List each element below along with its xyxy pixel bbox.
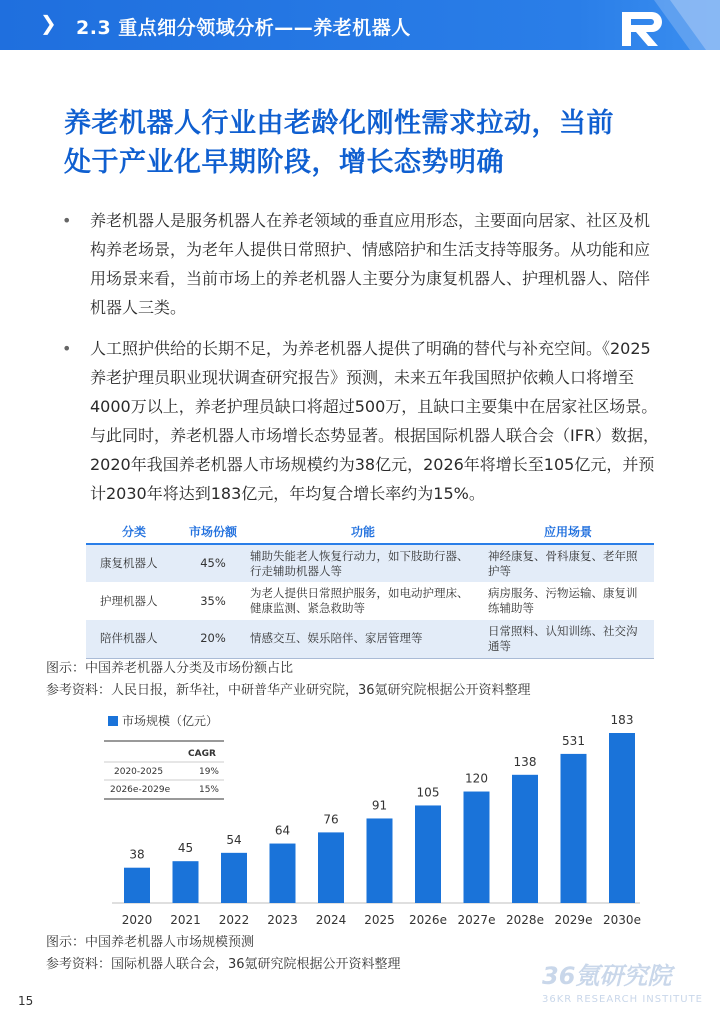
table-header-row: [86, 520, 654, 544]
page-heading: [64, 104, 664, 182]
robot-category-table: [86, 520, 654, 659]
source-note: 参考资料：人民日报，新华社，中研普华产业研究院，36氪研究院根据公开资料整理: [46, 683, 531, 698]
x-tick-label: 2021: [170, 913, 201, 927]
table-header-cell: 功能: [244, 520, 482, 544]
x-tick-label: 2027e: [457, 913, 496, 927]
chart-bar: [561, 754, 587, 903]
watermark-cn: 36氪研究院: [542, 962, 672, 990]
bar-value-label: 45: [177, 841, 194, 856]
chart-bar: [609, 733, 635, 903]
scenario-cell: 日常照料、认知训练、社交沟通等: [482, 620, 654, 658]
bar-value-label: 138: [513, 754, 537, 769]
bullet-text: 养老机器人是服务机器人在养老领域的垂直应用形态，主要面向居家、社区及机构养老场景，为老年人提供日常照护、情感陪护和生活支持等服务。从功能和应用场景来看，当前市场上的养老机器人主要分为康复机器人、护理机器人、陪伴机器人三类。: [90, 211, 651, 317]
chart-bar: [415, 805, 441, 903]
bar-value-label: 531: [562, 733, 585, 748]
x-tick-label: 2030e: [603, 913, 641, 927]
x-tick-label: 2028e: [506, 913, 544, 927]
bullet-item: [62, 334, 662, 508]
chart-bar: [124, 868, 150, 903]
x-tick-label: 2024: [315, 913, 347, 927]
bar-value-label: 54: [226, 832, 242, 847]
x-tick-label: 2020: [121, 913, 153, 927]
cagr-header: CAGR: [188, 749, 216, 759]
legend-label: 市场规模（亿元）: [122, 714, 219, 728]
scenario-cell: 病房服务、污物运输、康复训练辅助等: [488, 586, 638, 615]
cagr-rate: 15%: [198, 785, 220, 795]
cagr-period: 2026e-2029e: [110, 785, 171, 795]
x-tick-label: 2029e: [554, 913, 593, 927]
cagr-period: 2020-2025: [114, 767, 164, 777]
bar-value-label: 76: [323, 812, 339, 827]
bar-value-label: 120: [465, 771, 488, 786]
x-tick-label: 2025: [364, 913, 395, 927]
chart-bar: [270, 844, 296, 903]
function-cell: 情感交互、娱乐陪伴、家居管理等: [244, 620, 482, 658]
chart-bar: [173, 861, 199, 903]
function-cell: 为老人提供日常照护服务，如电动护理床、健康监测、紧急救助等: [250, 586, 469, 615]
page-header: [0, 0, 720, 50]
function-cell: 辅助失能老人恢复行动力，如下肢助行器、行走辅助机器人等: [244, 544, 482, 582]
table-row: [86, 544, 654, 582]
bar-value-label: 183: [610, 713, 634, 727]
bullet-dot-icon: •: [62, 339, 72, 358]
share-cell: 20%: [182, 620, 244, 658]
x-tick-label: 2026e: [409, 913, 447, 927]
chart-bar: [221, 853, 247, 903]
brand-logo-icon: [604, 0, 720, 50]
bullet-dot-icon: •: [62, 211, 72, 230]
chart-bar: [367, 818, 393, 903]
table-row: [86, 582, 654, 620]
table-header-cell: 市场份额: [182, 520, 244, 544]
bar-value-label: 38: [129, 847, 145, 862]
share-cell: 45%: [182, 544, 244, 582]
watermark-logo-icon: [534, 958, 714, 1008]
heading-line-1: 养老机器人行业由老龄化刚性需求拉动，当前: [64, 108, 614, 139]
bar-value-label: 64: [274, 823, 291, 838]
category-cell: 护理机器人: [100, 593, 158, 608]
watermark-en: 36KR RESEARCH INSTITUTE: [542, 994, 704, 1005]
bar-value-label: 105: [416, 785, 440, 800]
page-number: 15: [18, 994, 34, 1008]
category-cell: 陪伴机器人: [86, 620, 182, 658]
table-row: [86, 620, 654, 658]
scenario-cell: 神经康复、骨科康复、老年照护等: [482, 544, 654, 582]
legend-swatch: [108, 716, 118, 726]
bullet-text: 人工照护供给的长期不足，为养老机器人提供了明确的替代与补充空间。《2025养老护理员职业现状调查研究报告》预测，未来五年我国照护依赖人口将增至4000万以上，养老护理员缺口将超过500万，且缺口主要集中在居家社区场景。与此同时，养老机器人市场增长态势显著。根据国际机器人联合会（IFR）数据，2020年我国养老机器人市场规模约为38亿元，2026年将增长至105亿元，并预计2030年将达到183亿元，年均复合增长率约为15%。: [90, 339, 660, 503]
table-header-cell: 应用场景: [482, 520, 654, 544]
table-header-cell: 分类: [86, 520, 182, 544]
chart-bar: [318, 832, 344, 903]
cagr-rate: 19%: [198, 767, 220, 777]
bar-value-label: 91: [371, 798, 388, 813]
x-tick-label: 2023: [267, 913, 298, 927]
bullet-list: [62, 206, 662, 520]
share-cell: 35%: [200, 593, 226, 608]
chart-bar: [512, 775, 538, 903]
heading-line-2: 处于产业化早期阶段，增长态势明确: [64, 147, 504, 178]
bullet-item: [62, 206, 662, 322]
figure-caption: 图示：中国养老机器人市场规模预测: [46, 935, 255, 950]
cagr-table: [104, 741, 224, 799]
x-tick-label: 2022: [218, 913, 250, 927]
source-note: 参考资料：国际机器人联合会，36氪研究院根据公开资料整理: [46, 957, 401, 972]
section-title: 2.3 重点细分领域分析——养老机器人: [76, 17, 411, 39]
chevron-right-icon: ❯: [40, 11, 57, 35]
figure-caption: 图示：中国养老机器人分类及市场份额占比: [46, 661, 294, 676]
chart-bar: [464, 792, 490, 903]
category-cell: 康复机器人: [86, 544, 182, 582]
